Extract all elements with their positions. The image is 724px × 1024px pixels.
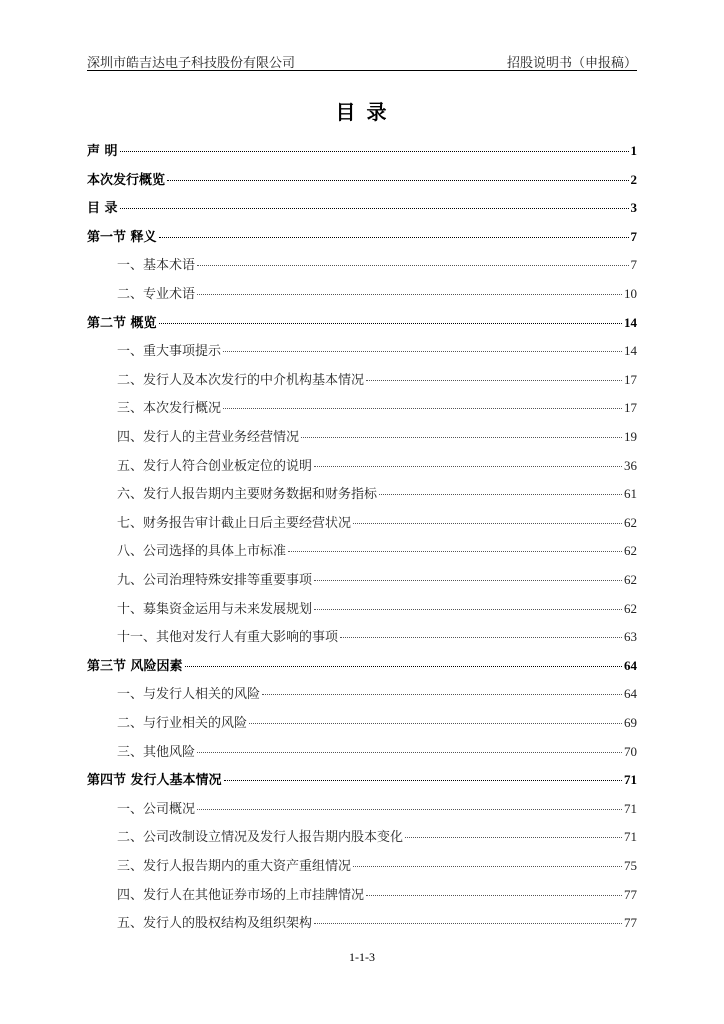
toc-entry-page: 71 — [624, 800, 637, 816]
toc-entry-label: 二、发行人及本次发行的中介机构基本情况 — [117, 372, 365, 388]
toc-entry-label: 三、其他风险 — [117, 744, 196, 760]
toc-chapter-entry[interactable] — [87, 769, 637, 791]
toc-entry-label: 二、公司改制设立情况及发行人报告期内股本变化 — [117, 830, 404, 846]
toc-entry-page: 3 — [630, 200, 637, 216]
toc-dot-leader — [224, 779, 622, 781]
toc-section-entry[interactable] — [87, 798, 637, 820]
toc-dot-leader — [185, 665, 622, 667]
toc-chapter-entry[interactable] — [87, 312, 637, 334]
toc-entry-page: 63 — [624, 629, 637, 645]
toc-entry-page: 61 — [624, 486, 637, 502]
toc-entry-page: 17 — [624, 371, 637, 387]
toc-entry-page: 62 — [624, 543, 637, 559]
toc-entry-label: 四、发行人的主营业务经营情况 — [117, 430, 300, 445]
page-title: 目 录 — [335, 100, 389, 124]
toc-dot-leader — [340, 636, 622, 638]
toc-dot-leader — [288, 550, 622, 552]
toc-entry-page: 14 — [624, 314, 637, 330]
toc-entry-label: 八、公司选择的具体上市标准 — [117, 544, 287, 560]
page-header — [87, 50, 637, 71]
toc-section-entry[interactable] — [87, 884, 637, 906]
toc-entry-label: 九、公司治理特殊安排等重要事项 — [117, 573, 313, 588]
toc-section-entry[interactable] — [87, 683, 637, 705]
toc-dot-leader — [120, 150, 629, 152]
toc-entry-label: 十、募集资金运用与未来发展规划 — [117, 601, 313, 617]
toc-entry-label: 第三节 风险因素 — [87, 658, 183, 674]
toc-section-entry[interactable] — [87, 912, 637, 934]
toc-section-entry[interactable] — [87, 254, 637, 276]
toc-dot-leader — [249, 722, 622, 724]
toc-entry-page: 62 — [624, 514, 637, 530]
toc-dot-leader — [379, 493, 622, 495]
toc-section-entry[interactable] — [87, 455, 637, 477]
toc-entry-page: 7 — [630, 257, 637, 273]
toc-chapter-entry[interactable] — [87, 169, 637, 191]
toc-entry-label: 一、公司概况 — [117, 801, 196, 817]
toc-dot-leader — [314, 608, 622, 610]
toc-entry-page: 77 — [624, 886, 637, 902]
toc-dot-leader — [167, 179, 628, 181]
toc-dot-leader — [405, 836, 622, 838]
toc-dot-leader — [197, 751, 622, 753]
toc-dot-leader — [314, 922, 622, 924]
toc-entry-page: 14 — [624, 343, 637, 359]
toc-dot-leader — [314, 465, 622, 467]
toc-entry-label: 一、重大事项提示 — [117, 344, 222, 360]
toc-section-entry[interactable] — [87, 741, 637, 763]
toc-chapter-entry[interactable] — [87, 197, 637, 219]
toc-entry-label: 三、本次发行概况 — [117, 401, 222, 417]
toc-dot-leader — [197, 264, 628, 266]
toc-entry-page: 70 — [624, 743, 637, 759]
toc-entry-label: 第四节 发行人基本情况 — [87, 773, 222, 789]
document-type: 招股说明书（申报稿） — [506, 56, 637, 71]
toc-entry-label: 六、发行人报告期内主要财务数据和财务指标 — [117, 487, 378, 503]
toc-entry-page: 69 — [624, 715, 637, 730]
toc-entry-label: 五、发行人的股权结构及组织架构 — [117, 916, 313, 932]
toc-entry-label: 第二节 概览 — [87, 315, 157, 331]
toc-section-entry[interactable] — [87, 826, 637, 848]
toc-chapter-entry[interactable] — [87, 655, 637, 677]
page-number: 1-1-3 — [349, 950, 375, 964]
toc-section-entry[interactable] — [87, 512, 637, 534]
toc-dot-leader — [159, 236, 629, 238]
toc-entry-label: 声 明 — [87, 144, 118, 159]
toc-dot-leader — [159, 322, 622, 324]
toc-entry-page: 19 — [624, 429, 637, 444]
toc-section-entry[interactable] — [87, 569, 637, 591]
toc-entry-page: 64 — [624, 657, 637, 673]
toc-dot-leader — [366, 379, 622, 381]
toc-dot-leader — [120, 207, 629, 209]
toc-entry-page: 71 — [624, 829, 637, 845]
toc-section-entry[interactable] — [87, 483, 637, 505]
toc-entry-label: 五、发行人符合创业板定位的说明 — [117, 458, 313, 474]
toc-dot-leader — [353, 865, 622, 867]
toc-entry-page: 36 — [624, 457, 637, 473]
toc-entry-label: 三、发行人报告期内的重大资产重组情况 — [117, 859, 352, 874]
toc-entry-page: 64 — [624, 686, 637, 702]
company-name: 深圳市皓吉达电子科技股份有限公司 — [87, 56, 296, 71]
toc-dot-leader — [301, 436, 622, 438]
toc-entry-label: 二、与行业相关的风险 — [117, 716, 248, 731]
toc-dot-leader — [353, 522, 622, 524]
toc-entry-page: 7 — [630, 228, 637, 244]
toc-entry-label: 目 录 — [87, 201, 118, 217]
toc-entry-label: 二、专业术语 — [117, 287, 196, 302]
toc-entry-label: 本次发行概览 — [87, 172, 166, 188]
toc-dot-leader — [197, 808, 622, 810]
toc-section-entry[interactable] — [87, 626, 637, 648]
toc-entry-label: 第一节 释义 — [87, 229, 157, 245]
toc-entry-page: 71 — [624, 772, 637, 788]
toc-dot-leader — [314, 579, 622, 581]
toc-dot-leader — [197, 293, 622, 295]
toc-entry-label: 一、基本术语 — [117, 258, 196, 274]
toc-section-entry[interactable] — [87, 598, 637, 620]
toc-section-entry[interactable] — [87, 369, 637, 391]
toc-entry-page: 10 — [624, 286, 637, 301]
toc-entry-page: 75 — [624, 858, 637, 873]
toc-dot-leader — [223, 350, 622, 352]
toc-section-entry[interactable] — [87, 283, 637, 305]
toc-section-entry[interactable] — [87, 855, 637, 877]
toc-section-entry[interactable] — [87, 426, 637, 448]
toc-entry-page: 1 — [630, 143, 637, 158]
toc-dot-leader — [223, 407, 622, 409]
toc-chapter-entry[interactable] — [87, 226, 637, 248]
toc-dot-leader — [366, 894, 622, 896]
toc-entry-label: 四、发行人在其他证券市场的上市挂牌情况 — [117, 887, 365, 903]
toc-entry-page: 62 — [624, 572, 637, 587]
toc-section-entry[interactable] — [87, 540, 637, 562]
toc-entry-page: 17 — [624, 400, 637, 416]
toc-entry-label: 十一、其他对发行人有重大影响的事项 — [117, 630, 339, 646]
toc-entry-label: 一、与发行人相关的风险 — [117, 687, 261, 703]
toc-entry-page: 77 — [624, 915, 637, 931]
toc-section-entry[interactable] — [87, 712, 637, 734]
toc-entry-page: 2 — [630, 171, 637, 187]
toc-chapter-entry[interactable] — [87, 140, 637, 162]
toc-section-entry[interactable] — [87, 397, 637, 419]
toc-dot-leader — [262, 693, 622, 695]
toc-entry-label: 七、财务报告审计截止日后主要经营状况 — [117, 515, 352, 531]
toc-entry-page: 62 — [624, 600, 637, 616]
toc-section-entry[interactable] — [87, 340, 637, 362]
